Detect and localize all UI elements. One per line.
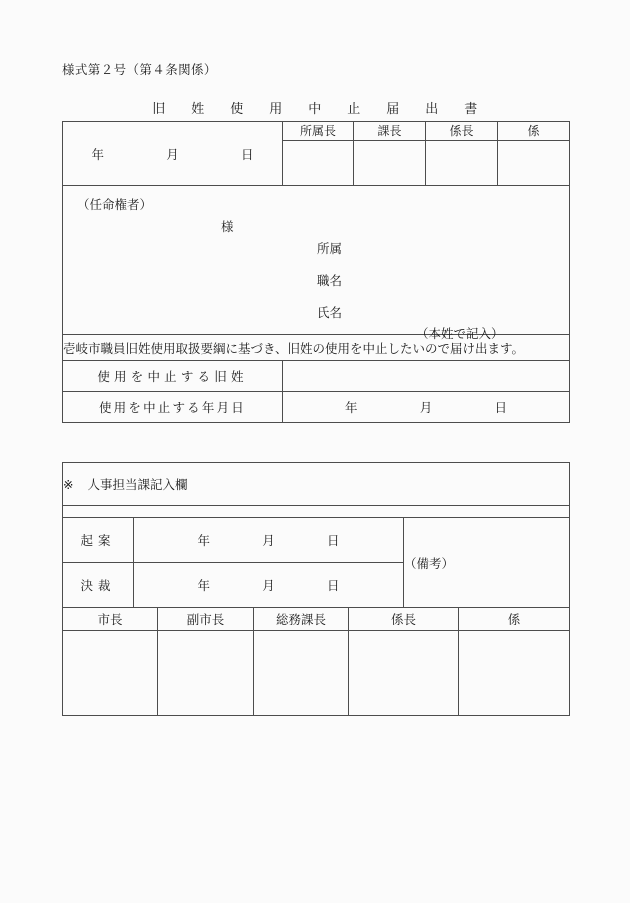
- approval-month-label: 月: [262, 579, 275, 593]
- signature-stamp-mayor[interactable]: [63, 631, 158, 716]
- submission-day-label: 日: [241, 147, 254, 162]
- approval-header-staff: 係: [498, 122, 570, 141]
- signature-stamp-row: [63, 631, 570, 716]
- stop-date-label: 使用を中止する年月日: [63, 392, 283, 423]
- approval-label: 決裁: [63, 563, 134, 608]
- approval-header-section-chief: 課長: [354, 122, 426, 141]
- signature-header-staff: 係: [459, 608, 570, 631]
- approval-stamp-staff[interactable]: [498, 141, 570, 186]
- submission-year-label: 年: [91, 147, 104, 162]
- approval-header-row: [63, 122, 570, 141]
- form-code: 様式第２号（第４条関係）: [62, 63, 217, 77]
- stop-date-input[interactable]: [283, 392, 570, 423]
- affiliation-label: 所属: [317, 242, 343, 256]
- hr-section-note: [63, 463, 570, 506]
- addressee-row: [63, 186, 570, 335]
- former-surname-input[interactable]: [283, 361, 570, 392]
- remarks-cell[interactable]: [404, 518, 570, 608]
- stop-day-label: 日: [494, 401, 508, 415]
- signature-header-general-affairs-chief: 総務課長: [254, 608, 349, 631]
- signature-stamp-deputy-mayor[interactable]: [158, 631, 254, 716]
- reference-mark-icon: ※: [63, 478, 74, 492]
- approval-year-label: 年: [197, 579, 210, 593]
- approval-header-affiliation-chief: 所属長: [283, 122, 354, 141]
- approval-stamp-subsection-chief[interactable]: [426, 141, 498, 186]
- spacer-row: [63, 506, 570, 518]
- signature-header-subsection-chief: 係長: [349, 608, 459, 631]
- submission-month-label: 月: [166, 147, 179, 162]
- hr-section-table: [62, 462, 570, 716]
- approval-header-subsection-chief: 係長: [426, 122, 498, 141]
- hr-section-title: 人事担当課記入欄: [87, 478, 188, 492]
- drafting-label: 起案: [63, 518, 134, 563]
- approval-day-label: 日: [327, 579, 340, 593]
- drafting-month-label: 月: [262, 534, 275, 548]
- stop-year-label: 年: [344, 401, 358, 415]
- hr-note-row: [63, 463, 570, 506]
- signature-stamp-general-affairs-chief[interactable]: [254, 631, 349, 716]
- signature-stamp-subsection-chief[interactable]: [349, 631, 459, 716]
- signature-header-deputy-mayor: 副市長: [158, 608, 254, 631]
- drafting-year-label: 年: [197, 534, 210, 548]
- stop-month-label: 月: [419, 401, 433, 415]
- submission-date-cell: [63, 122, 283, 186]
- approval-date-input[interactable]: [134, 563, 404, 608]
- former-surname-label: 使用を中止する旧姓: [63, 361, 283, 392]
- drafting-date-input[interactable]: [134, 518, 404, 563]
- position-label: 職名: [317, 274, 343, 288]
- former-surname-row: [63, 361, 570, 392]
- addressee-block: [63, 186, 570, 341]
- approval-stamp-section-chief[interactable]: [354, 141, 426, 186]
- name-label: 氏名: [317, 306, 343, 320]
- remarks-label: （備考）: [404, 556, 455, 571]
- signature-header-row: [63, 608, 570, 631]
- stop-date-row: [63, 392, 570, 423]
- drafting-day-label: 日: [327, 534, 340, 548]
- real-name-note: （本姓で記入）: [416, 327, 504, 341]
- spacer-cell: [63, 506, 570, 518]
- submission-table: [62, 121, 570, 423]
- appointer-label: （任命権者）: [77, 198, 153, 212]
- signature-header-mayor: 市長: [63, 608, 158, 631]
- document-title: 旧 姓 使 用 中 止 届 出 書: [152, 101, 484, 116]
- drafting-row: [63, 518, 570, 563]
- approval-stamp-affiliation-chief[interactable]: [283, 141, 354, 186]
- honorific-label: 様: [221, 220, 234, 234]
- statement-text: 壱岐市職員旧姓使用取扱要綱に基づき、旧姓の使用を中止したいので届け出ます。: [63, 335, 570, 361]
- signature-stamp-staff[interactable]: [459, 631, 570, 716]
